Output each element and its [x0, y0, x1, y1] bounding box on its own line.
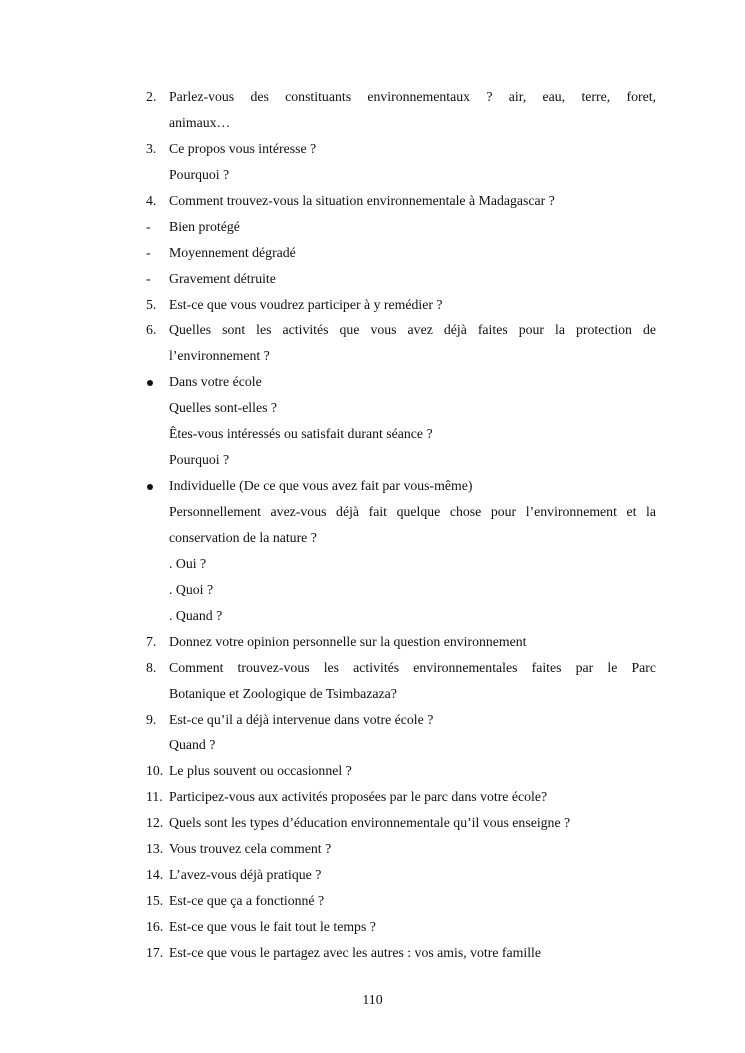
- questionnaire-line: [146, 292, 656, 318]
- line-text: Pourquoi ?: [169, 166, 230, 182]
- line-text: Quelles sont-elles ?: [169, 400, 278, 416]
- questionnaire-line: [146, 758, 656, 784]
- questionnaire-line: [146, 240, 656, 266]
- bullet-icon: [147, 380, 153, 386]
- questionnaire-line: [146, 447, 656, 473]
- list-marker: 2.: [146, 89, 157, 104]
- line-text: Pourquoi ?: [169, 452, 230, 468]
- list-marker: 13.: [146, 841, 164, 857]
- list-marker: 16.: [146, 919, 164, 934]
- line-text: L’avez-vous déjà pratique ?: [169, 867, 322, 883]
- questionnaire-line: [146, 188, 656, 214]
- list-marker: 9.: [146, 711, 157, 727]
- questionnaire-line: [146, 940, 656, 966]
- list-marker: 12.: [146, 815, 164, 831]
- list-marker: 4.: [146, 192, 157, 208]
- line-text: Comment trouvez-vous la situation environnementale à Madagascar ?: [169, 192, 555, 208]
- line-text: Est-ce que vous voudrez participer à y remédier ?: [169, 296, 443, 312]
- bullet-icon: [147, 484, 153, 490]
- list-marker: 15.: [146, 893, 164, 909]
- line-text: Quels sont les types d’éducation environnementale qu’il vous enseigne ?: [169, 815, 571, 831]
- questionnaire-line: [146, 681, 656, 707]
- questionnaire-line: [146, 914, 656, 940]
- line-text: Est-ce que vous le fait tout le temps ?: [169, 919, 376, 934]
- questionnaire-line: [146, 525, 656, 551]
- line-text: Est-ce que vous le partagez avec les autres : vos amis, votre famille: [169, 944, 541, 960]
- questionnaire-line: [146, 551, 656, 577]
- questionnaire-line: [146, 836, 656, 862]
- line-text: Personnellement avez-vous déjà fait quelque chose pour l’environnement et la: [169, 504, 656, 519]
- questionnaire-line: [146, 499, 656, 525]
- list-marker: 6.: [146, 322, 157, 338]
- line-text: Êtes-vous intéressés ou satisfait durant séance ?: [169, 426, 433, 442]
- line-text: Dans votre école: [169, 374, 262, 390]
- questionnaire-line: [146, 84, 656, 110]
- list-marker: 7.: [146, 633, 157, 649]
- line-text: Quelles sont les activités que vous avez déjà faites pour la protection de: [169, 322, 656, 338]
- line-text: Donnez votre opinion personnelle sur la question environnement: [169, 633, 527, 649]
- questionnaire-line: [146, 162, 656, 188]
- list-marker: 5.: [146, 296, 157, 312]
- line-text: Est-ce que ça a fonctionné ?: [169, 893, 325, 909]
- questionnaire-line: [146, 888, 656, 914]
- list-marker: -: [146, 270, 151, 286]
- questionnaire-line: [146, 732, 656, 758]
- questionnaire-body: [146, 84, 656, 966]
- questionnaire-line: [146, 577, 656, 603]
- list-marker: 8.: [146, 659, 157, 675]
- line-text: Comment trouvez-vous les activités environnementales faites par le Parc: [169, 659, 656, 675]
- line-text: . Oui ?: [169, 555, 207, 571]
- questionnaire-line: [146, 603, 656, 629]
- line-text: Ce propos vous intéresse ?: [169, 140, 317, 156]
- line-text: Parlez-vous des constituants environnementaux ? air, eau, terre, foret,: [169, 89, 656, 104]
- list-marker: -: [146, 218, 151, 234]
- list-marker: 17.: [146, 944, 164, 960]
- questionnaire-line: [146, 810, 656, 836]
- line-text: Individuelle (De ce que vous avez fait par vous-même): [169, 478, 473, 494]
- questionnaire-line: [146, 421, 656, 447]
- line-text: . Quand ?: [169, 607, 223, 623]
- line-text: Botanique et Zoologique de Tsimbazaza?: [169, 685, 397, 701]
- line-text: Gravement détruite: [169, 270, 276, 286]
- questionnaire-line: [146, 784, 656, 810]
- line-text: Moyennement dégradé: [169, 244, 296, 260]
- questionnaire-line: [146, 266, 656, 292]
- list-marker: 11.: [146, 789, 163, 805]
- questionnaire-line: [146, 707, 656, 733]
- line-text: Participez-vous aux activités proposées par le parc dans votre école?: [169, 789, 548, 805]
- list-marker: -: [146, 244, 151, 260]
- questionnaire-line: [146, 317, 656, 343]
- line-text: l’environnement ?: [169, 348, 270, 364]
- list-marker: 14.: [146, 867, 164, 883]
- list-marker: 10.: [146, 763, 164, 779]
- line-text: Bien protégé: [169, 218, 240, 234]
- line-text: Vous trouvez cela comment ?: [169, 841, 332, 857]
- line-text: Quand ?: [169, 737, 216, 753]
- questionnaire-line: [146, 343, 656, 369]
- questionnaire-line: [146, 395, 656, 421]
- line-text: Est-ce qu’il a déjà intervenue dans votre école ?: [169, 711, 434, 727]
- page-number: 110: [362, 992, 383, 1007]
- questionnaire-line: [146, 473, 656, 499]
- questionnaire-line: [146, 136, 656, 162]
- line-text: animaux…: [169, 114, 231, 130]
- questionnaire-line: [146, 629, 656, 655]
- questionnaire-line: [146, 369, 656, 395]
- line-text: Le plus souvent ou occasionnel ?: [169, 763, 352, 779]
- questionnaire-line: [146, 214, 656, 240]
- questionnaire-line: [146, 862, 656, 888]
- questionnaire-line: [146, 110, 656, 136]
- list-marker: 3.: [146, 140, 157, 156]
- line-text: . Quoi ?: [169, 581, 214, 597]
- questionnaire-line: [146, 655, 656, 681]
- line-text: conservation de la nature ?: [169, 529, 317, 545]
